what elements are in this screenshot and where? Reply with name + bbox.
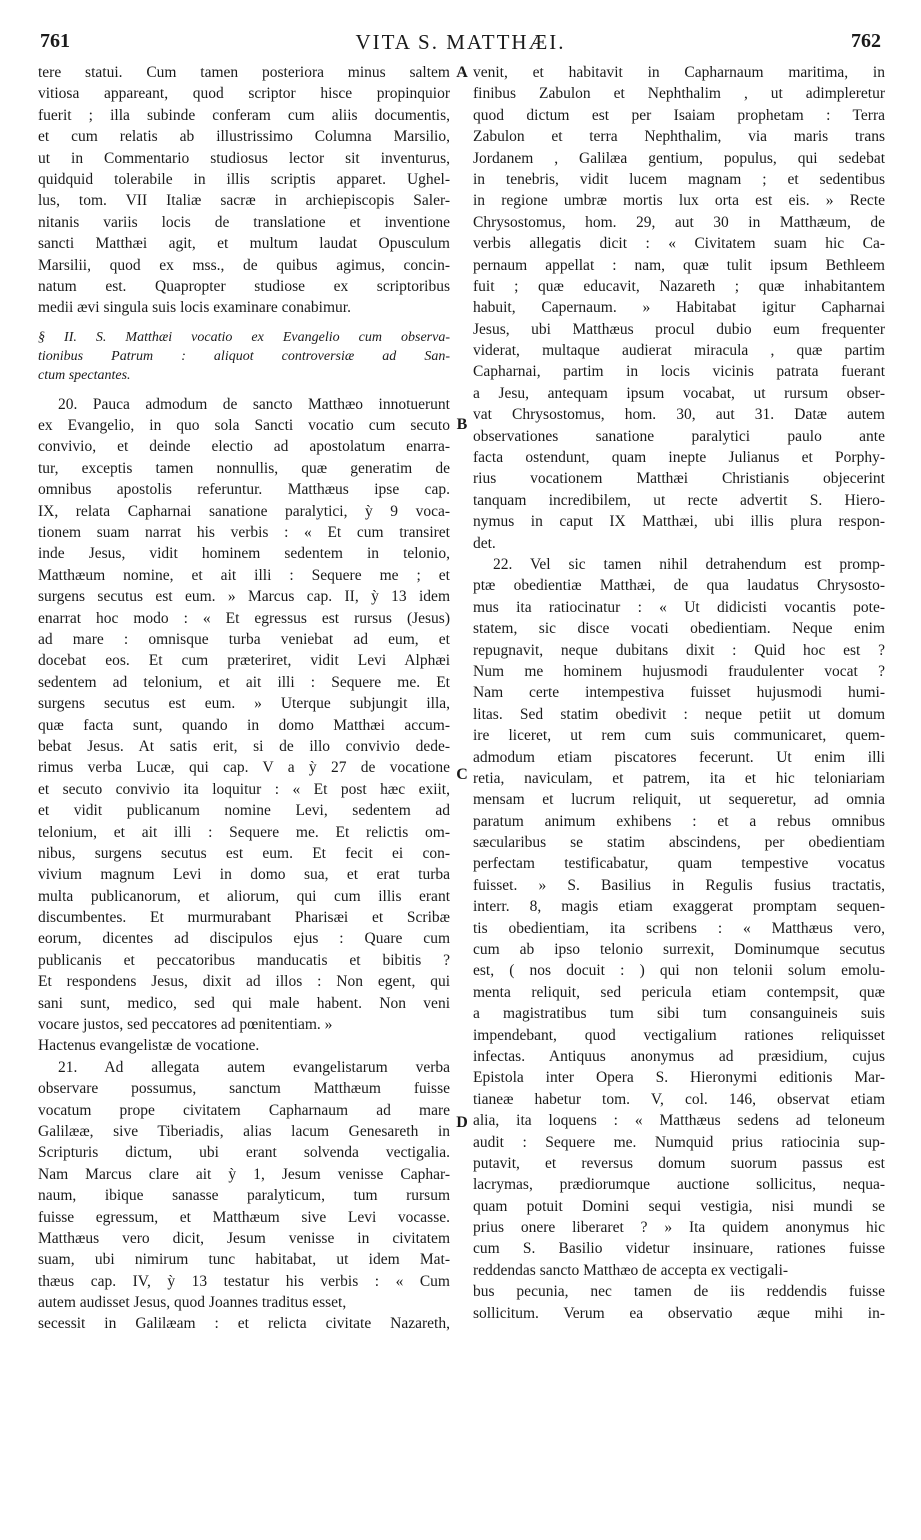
text-line: menta reliquit, sed pericula etiam contempsit, quæ bbox=[473, 983, 885, 1001]
text-line: Jordanem , Galilæa gentium, populus, qui sedebat bbox=[473, 149, 885, 167]
text-line: secessit in Galilæam : et relicta civitate Nazareth, bbox=[38, 1315, 450, 1333]
text-line: Scripturis dictum, ubi erant solvenda vectigalia. bbox=[38, 1144, 450, 1162]
text-line: prius onere liberaret ? » Ita quidem anonymus hic bbox=[473, 1219, 885, 1237]
text-line: vocare justos, sed peccatores ad pœnitentiam. » bbox=[38, 1016, 333, 1034]
running-title: VITA S. MATTHÆI. bbox=[355, 30, 566, 54]
text-line: lacrymas, prædiorumque auctione sollicitus, nequa- bbox=[473, 1176, 885, 1194]
text-line: Zabulon et terra Nephthalim, via maris trans bbox=[473, 128, 885, 146]
text-line: quidquid tolerabile in illis scriptis apparet. Ughel- bbox=[38, 170, 450, 188]
text-line: verbis allegatis dicit : « Civitatem suam hic Ca- bbox=[473, 235, 885, 253]
text-line: facta ostendunt, quam inepte Julianus et Porphy- bbox=[473, 449, 885, 467]
text-line: ex Evangelio, in quo sola Sancti vocatio cum secuto bbox=[38, 417, 450, 435]
right-column bbox=[473, 62, 885, 1502]
text-line: interr. 8, magis etiam exaggerat promptam sequen- bbox=[473, 898, 885, 916]
text-line: admodum etiam piscatores fecerunt. Ut enim illi bbox=[473, 748, 885, 766]
text-line: fuerit ; illa subinde conferam cum aliis documentis, bbox=[38, 106, 450, 124]
text-line: sancti Matthæi agit, et multum laudat Opusculum bbox=[38, 235, 450, 253]
text-line: ptæ obedientiæ Matthæi, de qua laudatus Chrysosto- bbox=[473, 577, 885, 595]
text-line: docebat eos. Et cum præteriret, vidit Levi Alphæi bbox=[38, 652, 450, 670]
text-line: eorum, dicentes ad discipulos ejus : Quare cum bbox=[38, 930, 450, 948]
text-line: Epistola inter Opera S. Hieronymi editionis Mar- bbox=[473, 1069, 885, 1087]
text-line: cum S. Basilio videtur insinuare, rationes fuisse bbox=[473, 1240, 885, 1258]
text-line: IX, relata Capharnai sanatione paralytici, ỳ 9 voca- bbox=[38, 502, 450, 520]
text-line: retia, naviculam, et patrem, ita et hic teloniariam bbox=[473, 769, 885, 787]
text-line: 22. Vel sic tamen nihil detrahendum est promp- bbox=[493, 555, 885, 573]
text-line: medii ævi singula suis locis examinare conabimur. bbox=[38, 299, 351, 317]
text-line: tere statui. Cum tamen posteriora minus saltem bbox=[38, 64, 450, 81]
left-column bbox=[38, 62, 450, 1502]
text-line: vocatum prope civitatem Capharnaum ad mare bbox=[38, 1101, 450, 1119]
text-line: ctum spectantes. bbox=[38, 367, 131, 383]
text-line: 21. Ad allegata autem evangelistarum verba bbox=[58, 1058, 450, 1076]
text-line: putavit, et reversus domum suorum passus est bbox=[473, 1154, 885, 1172]
text-line: Nam certe intempestiva fuisset hujusmodi humi- bbox=[473, 684, 885, 702]
text-line: bus pecunia, nec tamen de iis reddendis fuisse bbox=[473, 1283, 885, 1301]
text-line: natum est. Quapropter studiose ex scriptoribus bbox=[38, 277, 450, 295]
text-line: convivio, et deinde electio ad apostolatum enarra- bbox=[38, 438, 450, 456]
text-line: cum ab ipso telonio surrexit, Dominumque secutus bbox=[473, 941, 885, 959]
text-line: tis obedientiam, ita scribens : « Matthæus vero, bbox=[473, 919, 885, 937]
text-line: habuit, Capernaum. » Habitabat igitur Capharnai bbox=[473, 299, 885, 317]
text-line: tanquam incredibilem, ut recte advertit S. Hiero- bbox=[473, 491, 885, 509]
text-line: naum, ibique sanasse paralyticum, tum rursum bbox=[38, 1187, 450, 1205]
text-line: rius vocationem Matthæi Christianis objecerint bbox=[473, 470, 885, 488]
text-line: finibus Zabulon et Nephthalim , ut adimpleretur bbox=[473, 85, 885, 103]
text-line: vivium magnum Levi in domo sua, et erat turba bbox=[38, 866, 450, 884]
text-line: sani sunt, medico, sed qui male habent. Non veni bbox=[38, 994, 450, 1012]
text-line: det. bbox=[473, 534, 496, 552]
text-line: enarrat hoc modo : « Et egressus est rursus (Jesus) bbox=[38, 609, 450, 627]
text-line: fuisset. » S. Basilius in Regulis fusius tractatis, bbox=[473, 876, 885, 894]
text-line: audit : Sequere me. Numquid prius ratiocinia sup- bbox=[473, 1133, 885, 1151]
text-line: observare possumus, sanctum Matthæum fuisse bbox=[38, 1080, 450, 1098]
text-line: telonium, et ait illi : Sequere me. Et relictis om- bbox=[38, 823, 450, 841]
text-line: sedentem ad telonium, et ait illi : Sequere me. Et bbox=[38, 673, 450, 691]
text-line: tionem suam narrat his verbis : « Et cum transiret bbox=[38, 524, 450, 542]
text-line: Chrysostomus, hom. 29, aut 30 in Matthæum, de bbox=[473, 213, 885, 231]
text-line: Num me hominem hujusmodi fraudulenter vocat ? bbox=[473, 662, 885, 680]
page-header bbox=[40, 30, 881, 56]
text-line: mensam et lucrum reliquit, ut sequeretur, ad omnia bbox=[473, 791, 885, 809]
text-line: Capharnai, partim in locis vicinis patrata fuerant bbox=[473, 363, 885, 381]
text-line: Et respondens Jesus, dixit ad illos : Non egent, qui bbox=[38, 973, 450, 991]
text-line: infectas. Antiquus anonymus ad præsidium, cujus bbox=[473, 1047, 885, 1065]
text-line: multa publicanorum, et aliorum, qui cum illis erant bbox=[38, 887, 450, 905]
text-line: surgens secutus est eum. » Uterque subjungit illa, bbox=[38, 695, 450, 713]
text-line: nymus in caput IX Matthæi, ubi illis plura respon- bbox=[473, 513, 885, 531]
text-line: ut in Commentario studiosus lector sit inventurus, bbox=[38, 149, 450, 167]
text-line: autem audisset Jesus, quod Joannes traditus esset, bbox=[38, 1294, 347, 1312]
margin-letter-c: C bbox=[456, 766, 468, 783]
text-line: statem, sic disce vocati obedientiam. Neque enim bbox=[473, 620, 885, 638]
text-line: quæ facta sunt, quando in domo Matthæi accum- bbox=[38, 716, 450, 734]
text-line: 20. Pauca admodum de sancto Matthæo innotuerunt bbox=[58, 395, 450, 413]
text-line: viderat, multaque audierat miracula , quæ partim bbox=[473, 342, 885, 360]
text-line: Jesus, ubi Matthæus procul dubio eum frequenter bbox=[473, 320, 885, 338]
text-line: sollicitum. Verum ea observatio æque mihi in- bbox=[473, 1304, 885, 1322]
text-line: et cum relatis ab illustrissimo Columna Marsilio, bbox=[38, 128, 450, 146]
text-line: et vidit publicanum nomine Levi, sedentem ad bbox=[38, 802, 450, 820]
text-line: reddendas sancto Matthæo de accepta ex vectigali- bbox=[473, 1261, 789, 1279]
text-line: nibus, surgens secutus est eum. Et fecit ei con- bbox=[38, 844, 450, 862]
text-line: ad mare : omnisque turba veniebat ad eum, et bbox=[38, 630, 450, 648]
text-line: venit, et habitavit in Capharnaum maritima, in bbox=[473, 64, 885, 81]
page-number-left: 761 bbox=[40, 30, 70, 52]
text-line: fuit ; quæ educavit, Nazareth ; quæ inhabitantem bbox=[473, 277, 885, 295]
page-number-right: 762 bbox=[851, 30, 881, 52]
margin-letter-a: A bbox=[456, 64, 468, 81]
text-line: a Jesu, antequam ipsum vocabat, ut rursum obser- bbox=[473, 384, 885, 402]
text-line: est, ( nos docuit : ) qui non telonii solum emolu- bbox=[473, 962, 885, 980]
margin-letter-b: B bbox=[456, 416, 468, 433]
text-line: Matthæum nomine, et ait illi : Sequere me ; et bbox=[38, 566, 450, 584]
text-line: lus, tom. VII Italiæ sacræ in archiepiscopis Saler- bbox=[38, 192, 450, 210]
text-line: nitanis variis locis de translatione et inventione bbox=[38, 213, 450, 231]
text-line: omnibus apostolis referuntur. Matthæus ipse cap. bbox=[38, 481, 450, 499]
margin-letter-d: D bbox=[456, 1114, 468, 1131]
text-line: mus ita ratiocinatur : « Ut didicisti vocantis pote- bbox=[473, 598, 885, 616]
text-line: bebat Jesus. At satis erit, si de illo convivio dede- bbox=[38, 737, 450, 755]
text-line: vitiosa appareant, quod scriptor hisce propinquior bbox=[38, 85, 450, 103]
text-line: surgens secutus est eum. » Marcus cap. II, ỳ 13 idem bbox=[38, 588, 450, 606]
text-line: tianeæ habetur tom. V, col. 146, observat etiam bbox=[473, 1090, 885, 1108]
text-line: Nam Marcus clare ait ỳ 1, Jesum venisse Caphar- bbox=[38, 1165, 450, 1183]
text-line: rimus verba Lucæ, qui cap. V a ỳ 27 de vocatione bbox=[38, 759, 450, 777]
text-line: pernaum appellat : nam, quæ tulit ipsum Bethleem bbox=[473, 256, 885, 274]
text-line: § II. S. Matthæi vocatio ex Evangelio cum observa- bbox=[38, 329, 450, 345]
text-line: repugnavit, neque dubitans dixit : Quid hoc est ? bbox=[473, 641, 885, 659]
text-line: inde Jesus, vidit hominem sedentem in telonio, bbox=[38, 545, 450, 563]
text-line: perfectam testificabatur, quam tempestive vocatus bbox=[473, 855, 885, 873]
text-line: impendebant, quod vectigalium rationes reliquisset bbox=[473, 1026, 885, 1044]
text-line: a magistratibus tum sibi tum consanguineis suis bbox=[473, 1005, 885, 1023]
text-line: observationes sanatione paralytici paulo ante bbox=[473, 427, 885, 445]
text-line: tionibus Patrum : aliquot controversiæ ad San- bbox=[38, 348, 450, 364]
text-line: publicanis et peccatoribus manducatis et bibitis ? bbox=[38, 951, 450, 969]
text-line: et secuto convivio ita loquitur : « Et post hæc exiit, bbox=[38, 780, 450, 798]
text-line: quam potuit Domini sequi vestigia, nisi mundi se bbox=[473, 1197, 885, 1215]
text-line: ire liceret, ut rem cum suis communicaret, quem- bbox=[473, 727, 885, 745]
text-line: thæus cap. IV, ỳ 13 testatur his verbis : « Cum bbox=[38, 1272, 450, 1290]
text-line: suam, ubi nimirum tunc habitabat, ut idem Mat- bbox=[38, 1251, 450, 1269]
text-line: fuisse egressum, et Matthæum sive Levi vocasse. bbox=[38, 1208, 450, 1226]
text-line: paratum animum exhibens : et a rebus omnibus bbox=[473, 812, 885, 830]
text-line: Matthæus vero dicit, Jesum venisse in civitatem bbox=[38, 1229, 450, 1247]
text-line: in tenebris, vidit lucem magnam ; et sedentibus bbox=[473, 170, 885, 188]
text-line: Marsilii, quod ex mss., de quibus agimus, concin- bbox=[38, 256, 450, 274]
text-line: alia, ita loquens : « Matthæus sedens ad teloneum bbox=[473, 1112, 885, 1130]
text-line: sæcularibus se statim abscindens, per obedientiam bbox=[473, 834, 885, 852]
text-line: Hactenus evangelistæ de vocatione. bbox=[38, 1037, 260, 1055]
text-line: in regione umbræ mortis lux orta est eis. » Recte bbox=[473, 192, 885, 210]
text-line: quod dictum est per Isaiam prophetam : Terra bbox=[473, 106, 885, 124]
text-line: Galilææ, sive Tiberiadis, alias lacum Genesareth in bbox=[38, 1122, 450, 1140]
text-line: vat Chrysostomus, hom. 30, aut 31. Datæ autem bbox=[473, 406, 885, 424]
text-line: discumbentes. Et murmurabant Pharisæi et Scribæ bbox=[38, 909, 450, 927]
text-line: litas. Sed statim obedivit : neque petiit ut domum bbox=[473, 705, 885, 723]
text-line: tur, exceptis tamen nonnullis, quæ generatim de bbox=[38, 459, 450, 477]
